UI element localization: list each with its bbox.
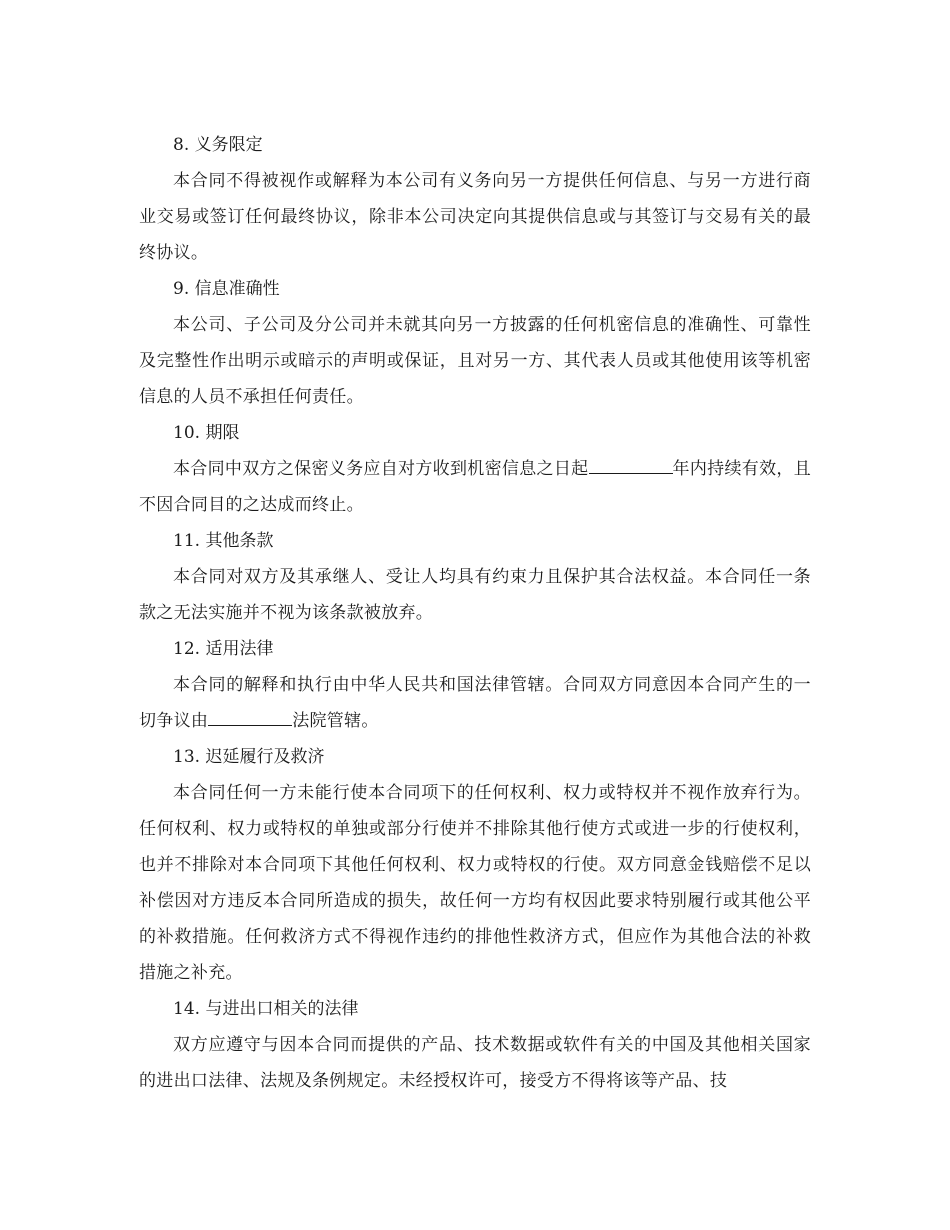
section-9 [139,271,811,415]
section-body: 本合同不得被视作或解释为本公司有义务向另一方提供任何信息、与另一方进行商业交易或签订任何最终协议，除非本公司决定向其提供信息或与其签订与交易有关的最终协议。 [139,171,811,263]
section-heading: 12. 适用法律 [173,639,274,659]
section-heading: 10. 期限 [173,423,240,443]
section-body [139,451,811,523]
section-heading: 13. 迟延履行及救济 [173,747,325,767]
section-body [139,667,811,739]
fill-in-blank-court [208,707,292,726]
section-heading: 9. 信息准确性 [173,279,280,299]
document-page [139,127,811,1099]
fill-in-blank-years [589,455,673,474]
body-text-before-blank: 本合同的解释和执行由中华人民共和国法律管辖。合同双方同意因本合同产生的一切争议由 [139,675,811,731]
section-body: 双方应遵守与因本合同而提供的产品、技术数据或软件有关的中国及其他相关国家的进出口法律、法规及条例规定。未经授权许可，接受方不得将该等产品、技 [139,1035,811,1091]
section-14 [139,991,811,1099]
section-13 [139,739,811,991]
section-body: 本合同对双方及其承继人、受让人均具有约束力且保护其合法权益。本合同任一条款之无法实施并不视为该条款被放弃。 [139,567,811,623]
section-10 [139,415,811,523]
section-11 [139,523,811,631]
section-heading: 8. 义务限定 [173,135,263,155]
section-heading: 14. 与进出口相关的法律 [173,999,359,1019]
body-text-after-blank: 年内持续有效，且不因合同目的之达成而终止。 [139,459,811,515]
body-text-after-blank: 法院管辖。 [292,711,379,731]
section-body: 本公司、子公司及分公司并未就其向另一方披露的任何机密信息的准确性、可靠性及完整性作出明示或暗示的声明或保证，且对另一方、其代表人员或其他使用该等机密信息的人员不承担任何责任。 [139,315,811,407]
body-text-before-blank: 本合同中双方之保密义务应自对方收到机密信息之日起 [173,459,589,479]
section-8 [139,127,811,271]
section-heading: 11. 其他条款 [173,531,274,551]
section-12 [139,631,811,739]
section-body: 本合同任何一方未能行使本合同项下的任何权利、权力或特权并不视作放弃行为。任何权利、权力或特权的单独或部分行使并不排除其他行使方式或进一步的行使权利，也并不排除对本合同项下其他任何权利、权力或特权的行使。双方同意金钱赔偿不足以补偿因对方违反本合同所造成的损失，故任何一方均有权因此要求特别履行或其他公平的补救措施。任何救济方式不得视作违约的排他性救济方式，但应作为其他合法的补救措施之补充。 [139,783,811,983]
